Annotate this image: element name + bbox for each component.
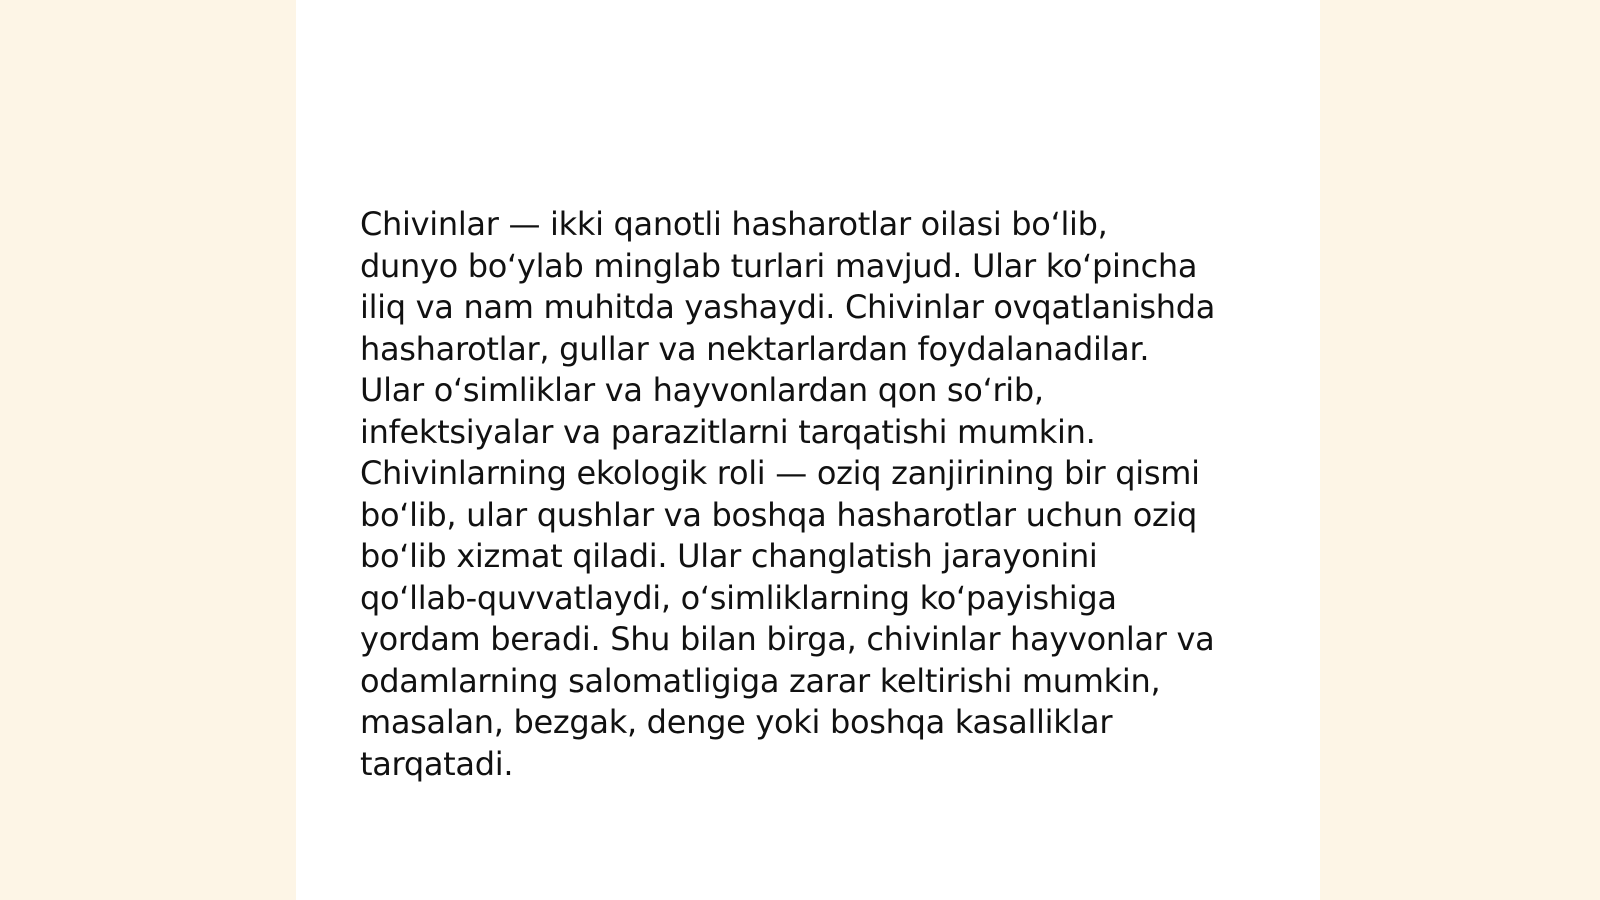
- paragraph-line: Chivinlar — ikki qanotli hasharotlar oilasi bo‘lib,: [360, 205, 1108, 243]
- paragraph-line: qo‘llab-quvvatlaydi, o‘simliklarning ko‘payishiga: [360, 578, 1117, 617]
- document-page: [296, 0, 1320, 900]
- paragraph-line: infektsiyalar va parazitlarni tarqatishi mumkin.: [360, 412, 1096, 451]
- paragraph-line: iliq va nam muhitda yashaydi. Chivinlar ovqatlanishda: [360, 288, 1216, 326]
- paragraph-line: Ular o‘simliklar va hayvonlardan qon so‘rib,: [360, 371, 1044, 409]
- paragraph-line: hasharotlar, gullar va nektarlardan foydalanadilar.: [360, 329, 1150, 368]
- paragraph-line: masalan, bezgak, denge yoki boshqa kasalliklar: [360, 703, 1113, 741]
- paragraph-line: Chivinlarning ekologik roli — oziq zanjirining bir qismi: [360, 454, 1200, 492]
- paragraph-line: yordam beradi. Shu bilan birga, chivinlar hayvonlar va: [360, 620, 1215, 658]
- paragraph-line: tarqatadi.: [360, 744, 514, 783]
- paragraph-line: odamlarning salomatligiga zarar keltirishi mumkin,: [360, 661, 1161, 700]
- paragraph-line: bo‘lib xizmat qiladi. Ular changlatish jarayonini: [360, 537, 1098, 575]
- body-paragraph: [360, 204, 1260, 785]
- paragraph-line: dunyo bo‘ylab minglab turlari mavjud. Ular ko‘pincha: [360, 246, 1198, 285]
- paragraph-line: bo‘lib, ular qushlar va boshqa hasharotlar uchun oziq: [360, 495, 1198, 534]
